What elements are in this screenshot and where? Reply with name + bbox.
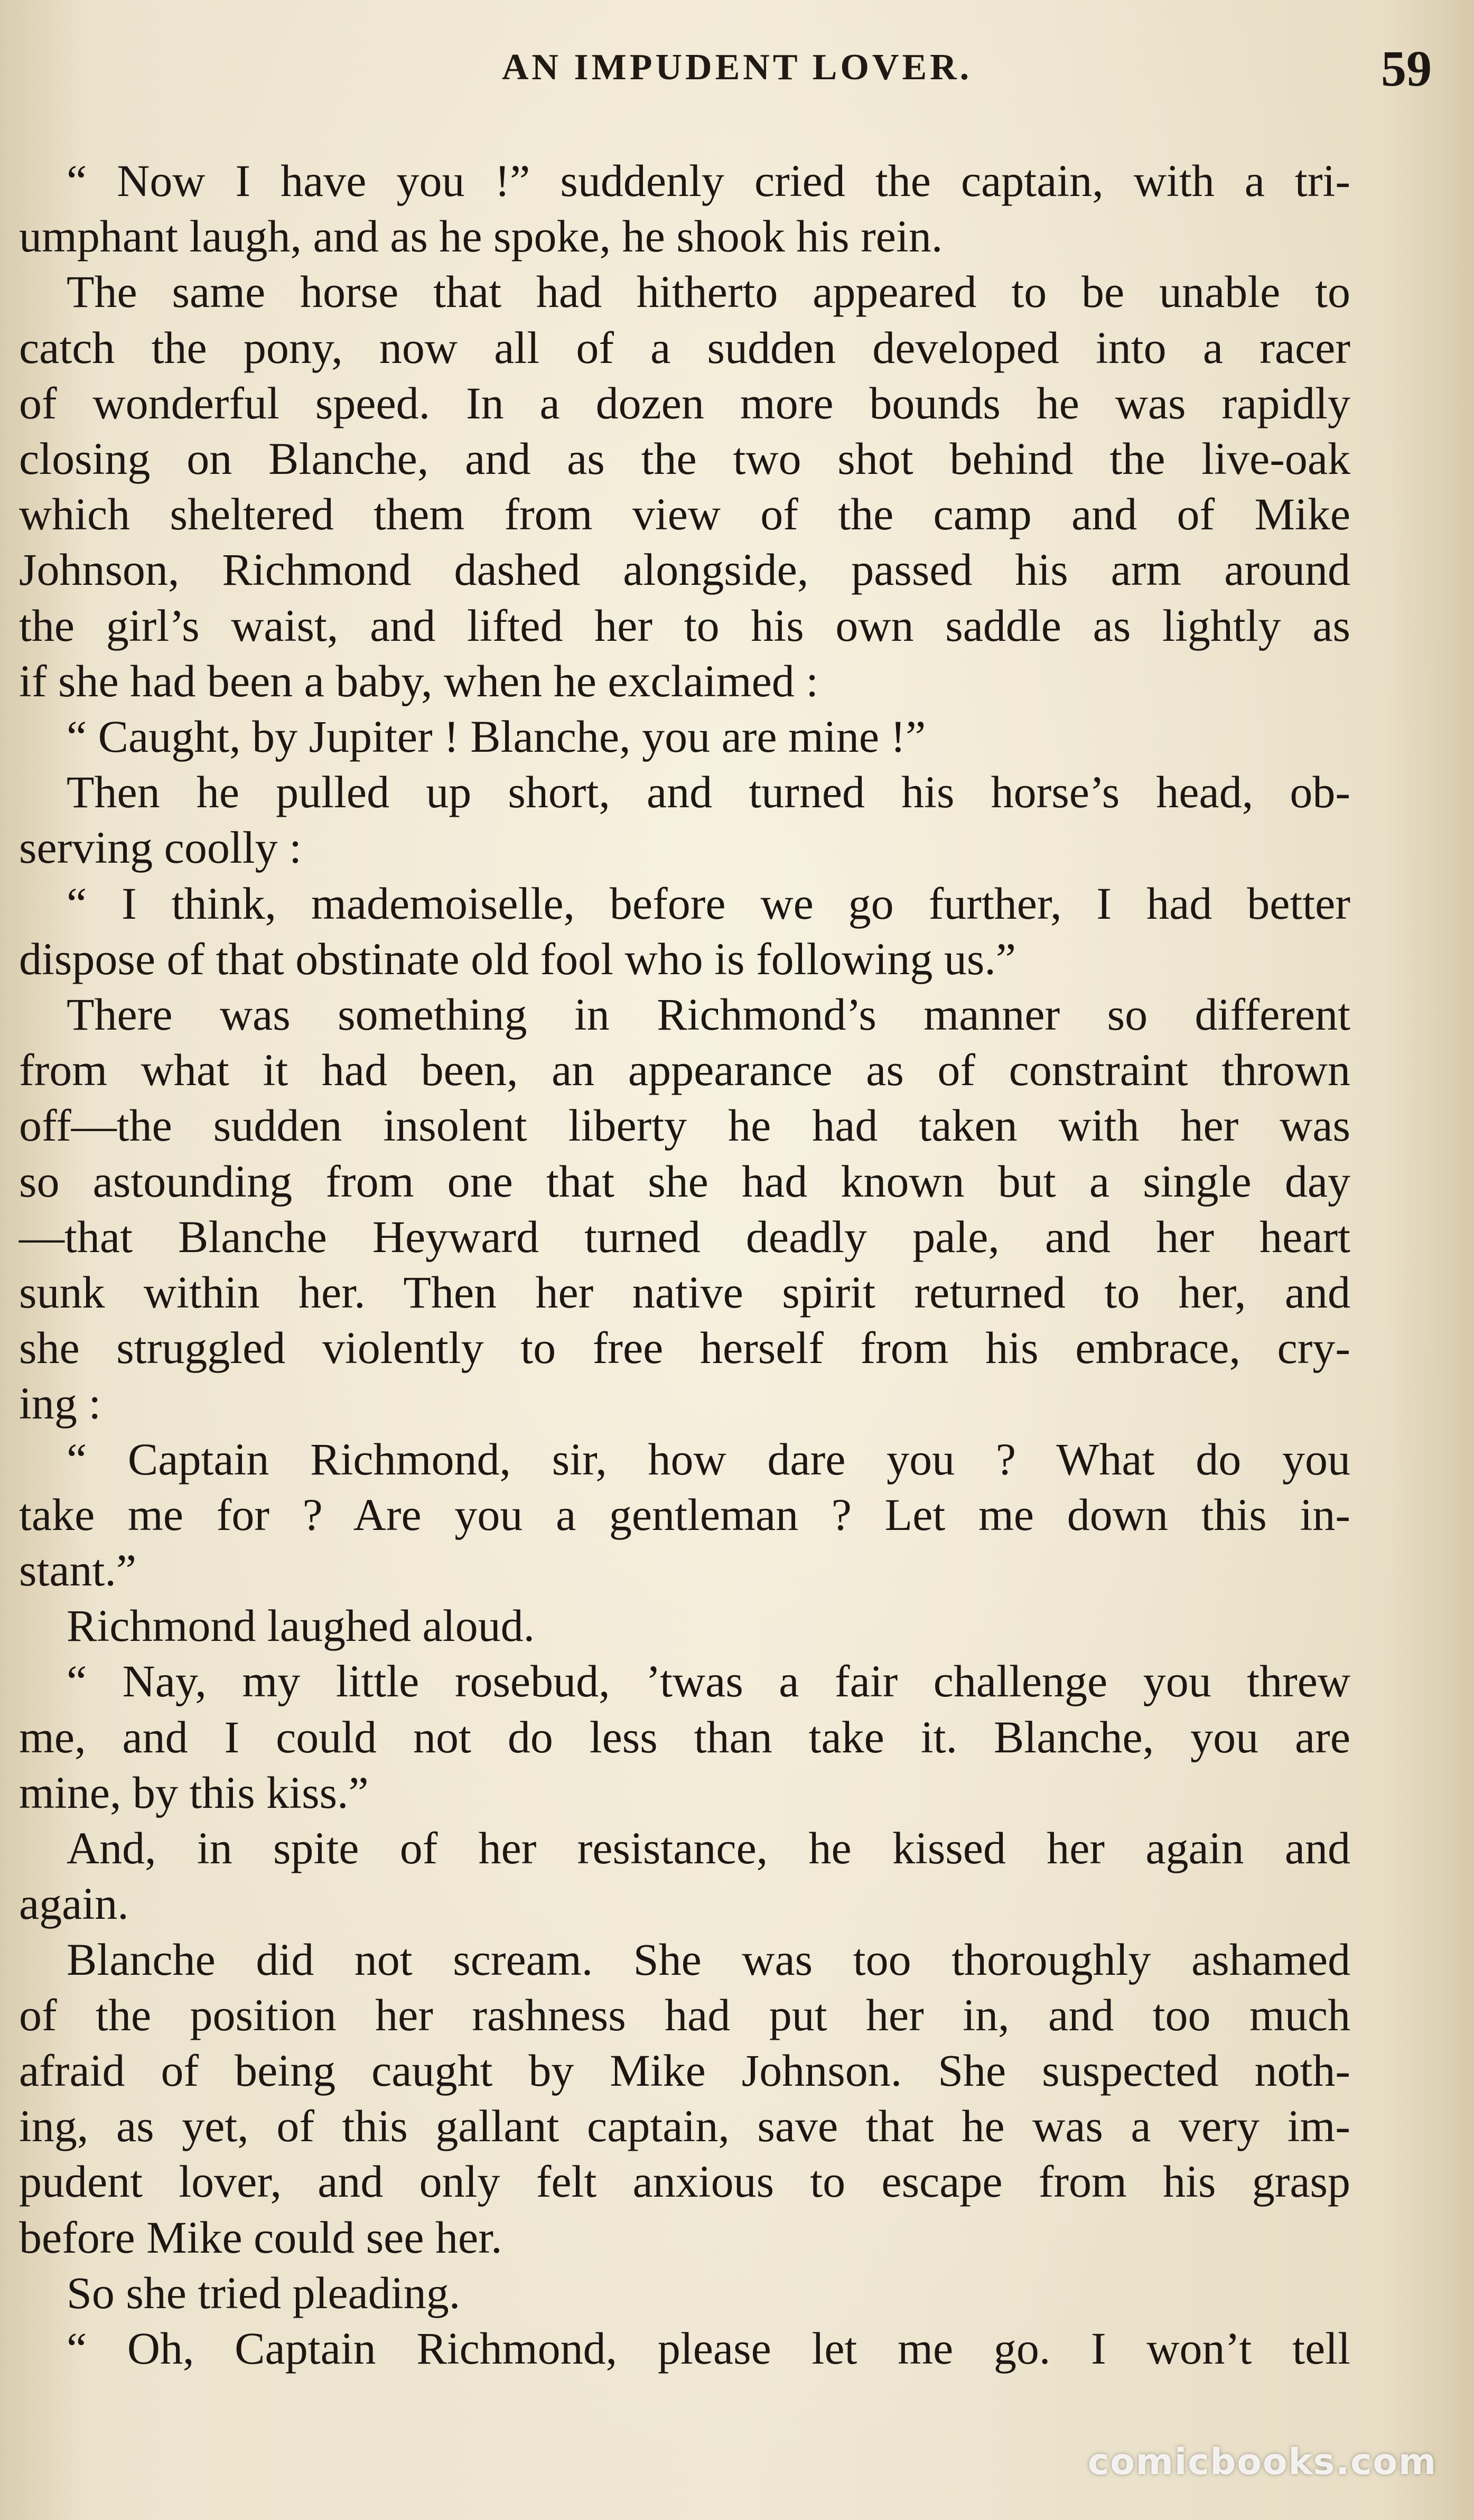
- text-line: So she tried pleading.: [67, 2267, 461, 2318]
- text-line: Then he pulled up short, and turned his horse’s head, ob-: [67, 767, 1350, 818]
- text-line: the girl’s waist, and lifted her to his own saddle as lightly as: [19, 600, 1350, 651]
- text-line: of the position her rashness had put her in, and too much: [19, 1989, 1350, 2040]
- text-line: closing on Blanche, and as the two shot behind the live-oak: [19, 433, 1350, 484]
- text-line: “ Oh, Captain Richmond, please let me go. I won’t tell: [67, 2322, 1350, 2374]
- text-line: Richmond laughed aloud.: [67, 1600, 535, 1651]
- text-line: pudent lover, and only felt anxious to escape from his grasp: [19, 2156, 1350, 2207]
- text-line: Johnson, Richmond dashed alongside, passed his arm around: [19, 544, 1350, 595]
- text-line: so astounding from one that she had known but a single day: [19, 1155, 1350, 1207]
- text-line: of wonderful speed. In a dozen more bounds he was rapidly: [19, 377, 1350, 428]
- text-line: again.: [19, 1878, 129, 1929]
- text-line: before Mike could see her.: [19, 2211, 502, 2263]
- text-line: mine, by this kiss.”: [19, 1767, 369, 1818]
- running-head: [0, 42, 1474, 100]
- text-line: dispose of that obstinate old fool who is following us.”: [19, 933, 1016, 984]
- text-line: Blanche did not scream. She was too thoroughly ashamed: [67, 1934, 1350, 1985]
- text-line: umphant laugh, and as he spoke, he shook his rein.: [19, 211, 943, 262]
- text-line: And, in spite of her resistance, he kissed her again and: [67, 1823, 1350, 1874]
- text-line: “ Now I have you !” suddenly cried the captain, with a tri-: [67, 155, 1350, 206]
- text-line: The same horse that had hitherto appeared to be unable to: [67, 266, 1350, 318]
- text-line: she struggled violently to free herself from his embrace, cry-: [19, 1322, 1350, 1374]
- text-line: off—the sudden insolent liberty he had taken with her was: [19, 1100, 1350, 1151]
- text-line: ing, as yet, of this gallant captain, save that he was a very im-: [19, 2101, 1350, 2152]
- text-line: “ I think, mademoiselle, before we go further, I had better: [67, 878, 1350, 929]
- watermark: comicbooks.com: [1087, 2441, 1437, 2483]
- text-line: from what it had been, an appearance as of constraint thrown: [19, 1044, 1350, 1096]
- text-line: There was something in Richmond’s manner so different: [67, 989, 1350, 1040]
- text-line: ing :: [19, 1378, 101, 1429]
- text-line: “ Nay, my little rosebud, ’twas a fair challenge you threw: [67, 1656, 1350, 1707]
- text-line: which sheltered them from view of the camp and of Mike: [19, 489, 1350, 540]
- text-line: afraid of being caught by Mike Johnson. She suspected noth-: [19, 2045, 1350, 2096]
- body-text: [19, 153, 1350, 2376]
- text-line: take me for ? Are you a gentleman ? Let me down this in-: [19, 1489, 1350, 1540]
- text-line: sunk within her. Then her native spirit returned to her, and: [19, 1267, 1350, 1318]
- running-title: AN IMPUDENT LOVER.: [501, 47, 973, 88]
- page-number: 59: [1381, 40, 1432, 97]
- text-line: —that Blanche Heyward turned deadly pale, and her heart: [19, 1211, 1350, 1262]
- text-line: stant.”: [19, 1545, 137, 1596]
- text-line: “ Caught, by Jupiter ! Blanche, you are mine !”: [67, 711, 926, 762]
- text-line: serving coolly :: [19, 822, 302, 873]
- text-line: if she had been a baby, when he exclaimed :: [19, 655, 819, 706]
- text-line: catch the pony, now all of a sudden developed into a racer: [19, 322, 1350, 373]
- text-line: “ Captain Richmond, sir, how dare you ? What do you: [67, 1433, 1350, 1485]
- text-line: me, and I could not do less than take it. Blanche, you are: [19, 1711, 1350, 1762]
